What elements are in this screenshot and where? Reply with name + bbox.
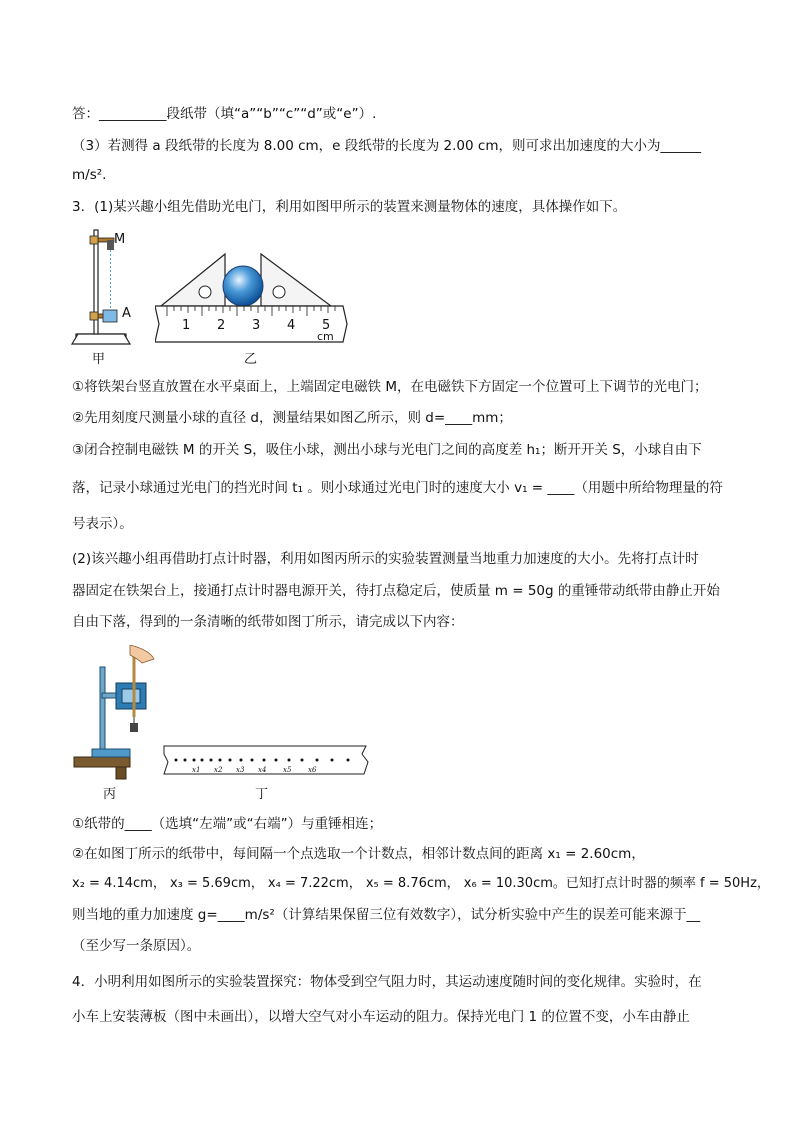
ruler-tick-4: 4: [287, 318, 296, 333]
step-1: ①将铁架台竖直放置在水平桌面上，上端固定电磁铁 M，在电磁铁下方固定一个位置可上下调节的光电门；: [72, 379, 708, 395]
answer-line-a: 答：__________段纸带（填“a”“b”“c”“d”或“e”）.: [72, 106, 377, 122]
figure-bing: [72, 645, 157, 780]
segment-x1: x1: [192, 766, 201, 774]
unit-line: m/s².: [72, 167, 107, 183]
question-3-part3: （3）若测得 a 段纸带的长度为 8.00 cm，e 段纸带的长度为 2.00 cm，则可求出加速度的大小为______: [72, 138, 701, 154]
question-3-intro: 3．(1)某兴趣小组先借助光电门，利用如图甲所示的装置来测量物体的速度，具体操作如下。: [72, 199, 627, 215]
step-b2-values: x₂ = 4.14cm， x₃ = 5.69cm， x₄ = 7.22cm， x₅ = 8.76cm， x₆ = 10.30cm。已知打点计时器的频率 f = 50Hz，: [72, 876, 770, 891]
caption-yi: 乙: [244, 352, 258, 367]
caption-bing: 丙: [103, 787, 117, 802]
step-3-cont: 落，记录小球通过光电门的挡光时间 t₁ 。则小球通过光电门时的速度大小 v₁ = ____（用题中所给物理量的符: [72, 480, 723, 496]
label-m: M: [114, 232, 126, 247]
ruler-tick-3: 3: [252, 318, 261, 333]
ruler-unit: cm: [317, 330, 334, 343]
step-3: ③闭合控制电磁铁 M 的开关 S，吸住小球，测出小球与光电门之间的高度差 h₁；断开开关 S，小球自由下: [72, 442, 702, 458]
question-3-part2-end: 自由下落，得到的一条清晰的纸带如图丁所示，请完成以下内容：: [72, 614, 464, 630]
segment-x2: x2: [214, 766, 223, 774]
ruler-tick-2: 2: [217, 318, 226, 333]
ruler-tick-1: 1: [182, 318, 191, 333]
segment-x4: x4: [258, 766, 267, 774]
step-3-end: 号表示）。: [72, 516, 133, 532]
step-b2-end: （至少写一条原因）。: [72, 938, 201, 954]
question-3-part2: (2)该兴趣小组再借助打点计时器，利用如图丙所示的实验装置测量当地重力加速度的大小。先将打点计时: [72, 551, 699, 567]
question-3-part2-cont: 器固定在铁架台上，接通打点计时器电源开关，待打点稳定后，使质量 m = 50g 的重锤带动纸带由静止开始: [72, 583, 720, 599]
caption-ding: 丁: [255, 787, 269, 802]
caption-jia: 甲: [92, 352, 106, 367]
label-a: A: [122, 306, 131, 321]
step-b2: ②在如图丁所示的纸带中，每间隔一个点选取一个计数点，相邻计数点间的距离 x₁ = 2.60cm，: [72, 846, 645, 862]
figure-ding: [162, 742, 372, 778]
segment-x6: x6: [308, 766, 317, 774]
question-4-cont: 小车上安装薄板（图中未画出），以增大空气对小车运动的阻力。保持光电门 1 的位置不变，小车由静止: [72, 1009, 690, 1025]
segment-x3: x3: [236, 766, 245, 774]
segment-x5: x5: [283, 766, 292, 774]
step-b1: ①纸带的____（选填“左端”或“右端”）与重锤相连；: [72, 816, 383, 832]
question-4: 4．小明利用如图所示的实验装置探究：物体受到空气阻力时，其运动速度随时间的变化规律。实验时，在: [72, 974, 702, 990]
step-2: ②先用刻度尺测量小球的直径 d，测量结果如图乙所示，则 d=____mm；: [72, 410, 512, 426]
step-b2-gravity: 则当地的重力加速度 g=____m/s²（计算结果保留三位有效数字），试分析实验中产生的误差可能来源于__: [72, 907, 701, 923]
ruler-tick-5: 5: [322, 318, 331, 333]
